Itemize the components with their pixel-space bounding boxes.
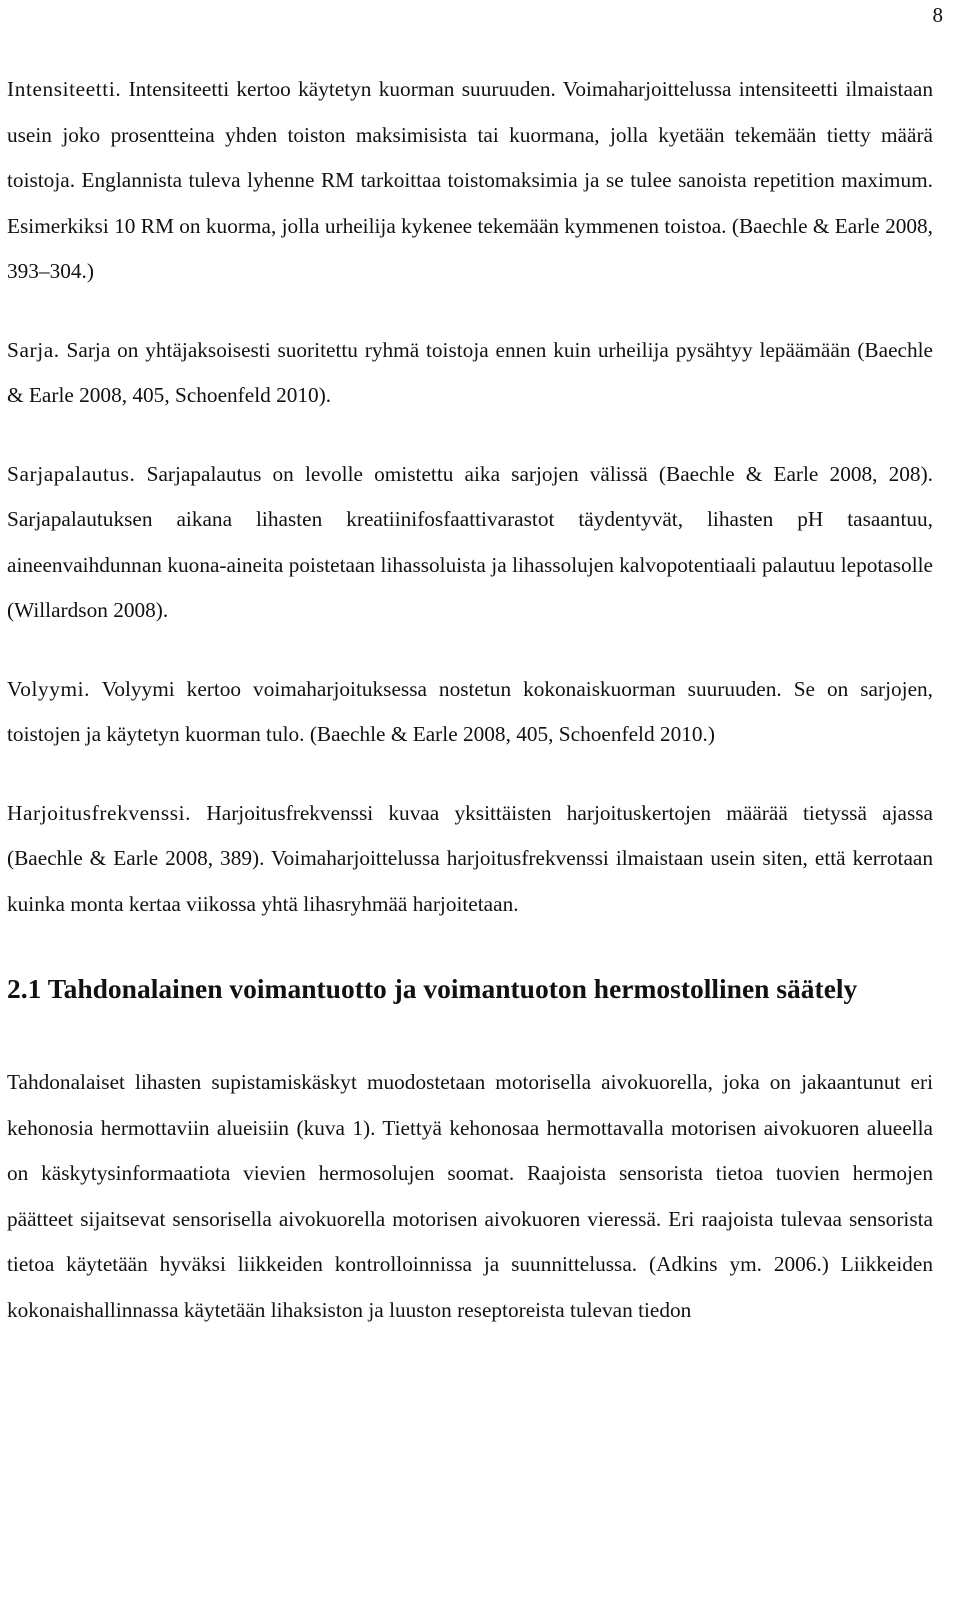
- paragraph-text: Volyymi kertoo voimaharjoituksessa nostetun kokonaiskuorman suuruuden. Se on sarjojen, toistojen ja käytetyn kuorman tulo. (Baechle & Earle 2008, 405, Schoenfeld 2010.): [7, 676, 933, 746]
- document-body: [7, 67, 933, 1333]
- paragraph-text: Intensiteetti kertoo käytetyn kuorman suuruuden. Voimaharjoittelussa intensiteetti ilmaistaan usein joko prosentteina yhden toiston maksimisista tai kuormana, jolla kyetään tekemään tietty määrä toistoja. Englannista tuleva lyhenne RM tarkoittaa toistomaksimia ja se tulee sanoista repetition maximum. Esimerkiksi 10 RM on kuorma, jolla urheilija kykenee tekemään kymmenen toistoa. (Baechle & Earle 2008, 393–304.): [7, 77, 933, 283]
- paragraph-text: Harjoitusfrekvenssi kuvaa yksittäisten harjoituskertojen määrää tietyssä ajassa (Baechle & Earle 2008, 389). Voimaharjoittelussa harjoitusfrekvenssi ilmaistaan usein siten, että kerrotaan kuinka monta kertaa viikossa yhtä lihasryhmää harjoitetaan.: [7, 800, 933, 916]
- term-intensiteetti: Intensiteetti.: [7, 77, 122, 101]
- term-sarjapalautus: Sarjapalautus.: [7, 461, 136, 486]
- paragraph-intensiteetti: [7, 67, 933, 295]
- paragraph-text: Sarja on yhtäjaksoisesti suoritettu ryhmä toistoja ennen kuin urheilija pysähtyy lepäämään (Baechle & Earle 2008, 405, Schoenfeld 2010).: [7, 337, 933, 407]
- section-body: Tahdonalaiset lihasten supistamiskäskyt muodostetaan motorisella aivokuorella, joka on jakaantunut eri kehonosia hermottaviin alueisiin (kuva 1). Tiettyä kehonosaa hermottavalla motorisen aivokuoren alueella on käskytysinformaatiota vievien hermosolujen soomat. Raajoista sensorista tietoa tuovien hermojen päätteet sijaitsevat sensorisella aivokuorella motorisen aivokuoren vieressä. Eri raajoista tulevaa sensorista tietoa käytetään hyväksi liikkeiden kontrolloinnissa ja suunnittelussa. (Adkins ym. 2006.) Liikkeiden kokonaishallinnassa käytetään lihaksiston ja luuston reseptoreista tulevan tiedon: [7, 1070, 933, 1322]
- section-heading: 2.1 Tahdonalainen voimantuotto ja voimantuoton hermostollinen säätely: [7, 973, 858, 1004]
- paragraph-harjoitusfrekvenssi: [7, 791, 933, 928]
- paragraph-text: Sarjapalautus on levolle omistettu aika sarjojen välissä (Baechle & Earle 2008, 208). Sarjapalautuksen aikana lihasten kreatiinifosfaattivarastot täydentyvät, lihasten pH tasaantuu, aineenvaihdunnan kuona-aineita poistetaan lihassoluista ja lihassolujen kalvopotentiaali palautuu lepotasolle (Willardson 2008).: [7, 461, 933, 622]
- term-volyymi: Volyymi.: [7, 676, 91, 701]
- paragraph-volyymi: [7, 667, 933, 758]
- term-sarja: Sarja.: [7, 337, 60, 362]
- paragraph-sarja: [7, 328, 933, 419]
- term-harjoitusfrekvenssi: Harjoitusfrekvenssi.: [7, 800, 192, 825]
- page-number: 8: [932, 3, 943, 27]
- paragraph-sarjapalautus: [7, 452, 933, 634]
